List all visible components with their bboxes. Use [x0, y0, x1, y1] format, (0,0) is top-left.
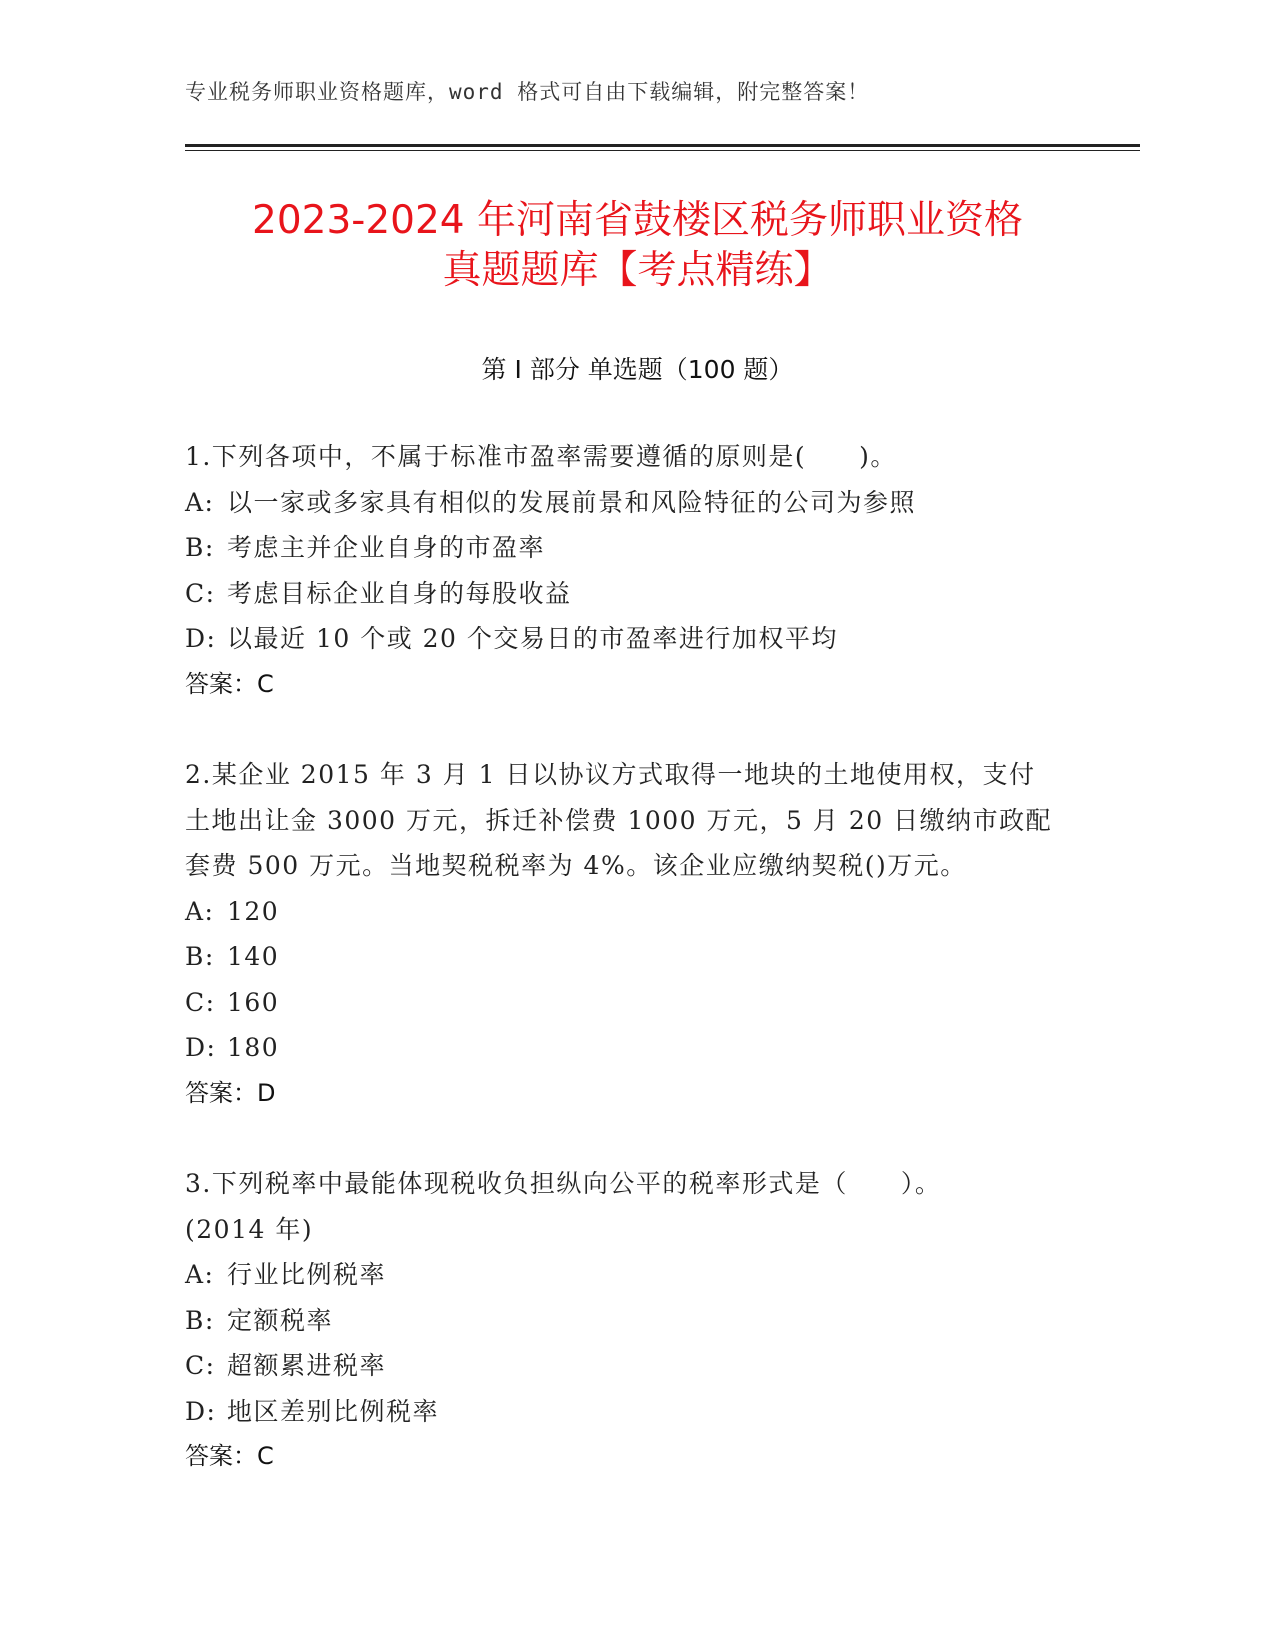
question-stem: 1.下列各项中，不属于标准市盈率需要遵循的原则是( )。 — [185, 442, 897, 471]
option-letter: D: — [185, 1396, 217, 1426]
option-text: 行业比例税率 — [227, 1260, 387, 1289]
option-letter: A: — [185, 896, 215, 926]
header-rule-thin — [185, 150, 1140, 151]
question-2 — [185, 752, 1085, 1116]
section-heading: 第 I 部分 单选题（100 题） — [481, 355, 794, 384]
question-3 — [185, 1161, 1085, 1480]
answer: 答案：C — [185, 1442, 274, 1470]
option-letter: B: — [185, 1305, 215, 1335]
question-stem-line: (2014 年) — [185, 1214, 314, 1244]
option-text: 考虑主并企业自身的市盈率 — [227, 533, 546, 562]
question-stem-line: 套费 500 万元。当地契税税率为 4%。该企业应缴纳契税()万元。 — [185, 851, 967, 880]
option-letter: C: — [185, 1351, 216, 1380]
option-d — [185, 1025, 1085, 1071]
option-text: 地区差别比例税率 — [227, 1396, 440, 1426]
option-text: 考虑目标企业自身的每股收益 — [227, 578, 572, 608]
question-stem-line: 土地出让金 3000 万元，拆迁补偿费 1000 万元，5 月 20 日缴纳市政配 — [185, 805, 1053, 835]
option-text: 定额税率 — [227, 1305, 334, 1335]
option-letter: D: — [185, 1033, 217, 1062]
option-text: 180 — [227, 1033, 280, 1062]
option-a — [185, 1252, 1085, 1298]
option-letter: B: — [185, 942, 215, 971]
option-letter: B: — [185, 533, 215, 562]
question-1 — [185, 434, 1085, 707]
question-stem-line: 2.某企业 2015 年 3 月 1 日以协议方式取得一地块的土地使用权，支付 — [185, 760, 1036, 789]
option-text: 超额累进税率 — [227, 1351, 387, 1380]
option-letter: D: — [185, 624, 217, 653]
option-text: 以一家或多家具有相似的发展前景和风险特征的公司为参照 — [227, 487, 917, 517]
option-letter: C: — [185, 987, 216, 1017]
option-text: 120 — [227, 896, 280, 926]
option-d — [185, 1389, 1085, 1435]
option-text: 160 — [227, 987, 280, 1017]
question-stem-line: 3.下列税率中最能体现税收负担纵向公平的税率形式是（ ）。 — [185, 1169, 942, 1198]
option-letter: A: — [185, 1260, 215, 1289]
option-text: 140 — [227, 942, 280, 971]
option-a — [185, 889, 1085, 935]
option-b — [185, 1298, 1085, 1344]
option-a — [185, 480, 1085, 526]
option-c — [185, 1343, 1085, 1389]
option-text: 以最近 10 个或 20 个交易日的市盈率进行加权平均 — [227, 624, 838, 653]
option-c — [185, 980, 1085, 1026]
page-title — [150, 196, 1125, 296]
answer: 答案：D — [185, 1078, 276, 1107]
option-letter: C: — [185, 578, 216, 608]
question-list — [185, 434, 1085, 1525]
option-letter: A: — [185, 487, 215, 517]
option-b — [185, 525, 1085, 571]
option-b — [185, 934, 1085, 980]
answer: 答案：C — [185, 669, 274, 698]
header-rule-thick — [185, 144, 1140, 147]
option-d — [185, 616, 1085, 662]
header-note: 专业税务师职业资格题库，word 格式可自由下载编辑，附完整答案！ — [185, 80, 870, 104]
title-line-1: 2023-2024 年河南省鼓楼区税务师职业资格 — [252, 198, 1023, 243]
title-line-2: 真题题库【考点精练】 — [442, 248, 833, 293]
option-c — [185, 571, 1085, 617]
